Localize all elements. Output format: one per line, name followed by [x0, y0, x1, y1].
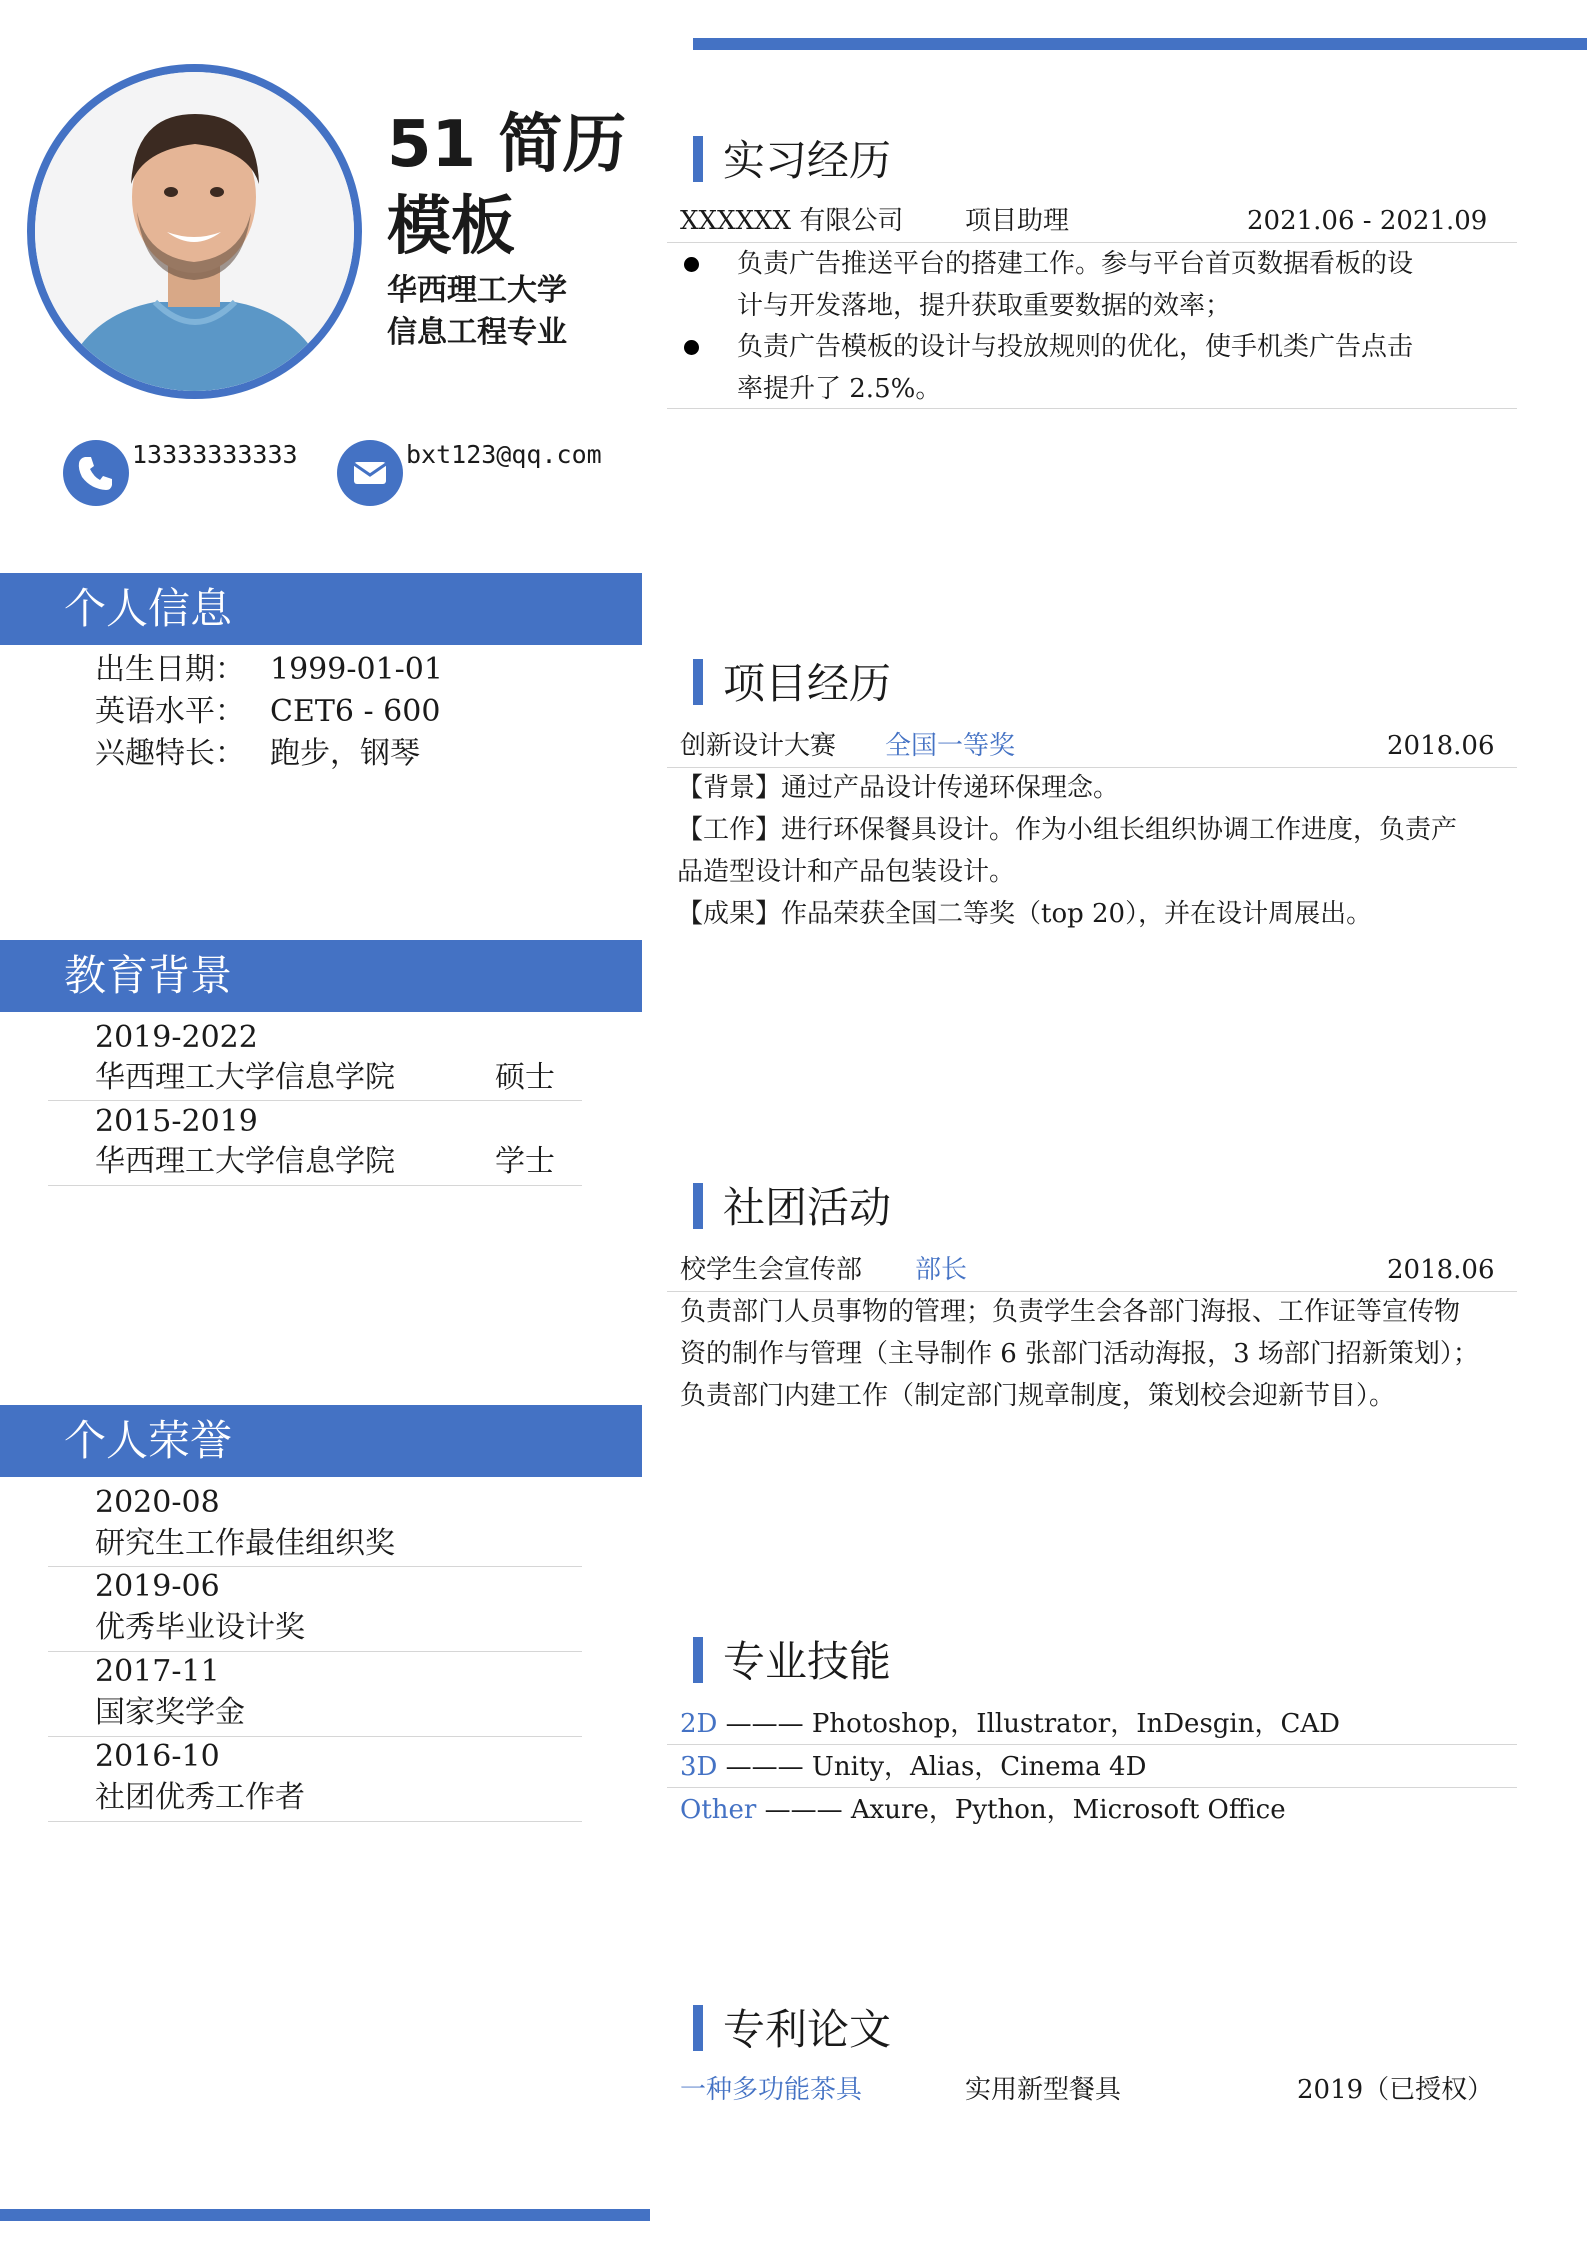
patent-year: 2019（已授权）: [1297, 2075, 1494, 2105]
project-line: 品造型设计和产品包装设计。: [677, 857, 1016, 887]
section-header-personal: 个人信息: [0, 573, 642, 645]
internship-bullet-1-line-1: 负责广告推送平台的搭建工作。参与平台首页数据看板的设: [737, 249, 1414, 279]
skill-value: ——— Unity，Alias，Cinema 4D: [725, 1752, 1147, 1782]
person-portrait-icon: [35, 72, 354, 391]
club-role: 部长: [915, 1255, 968, 1285]
school-info: [387, 270, 567, 354]
skill-row: [680, 1703, 1340, 1745]
skill-value: ——— Axure，Python，Microsoft Office: [764, 1795, 1286, 1825]
skill-label: 3D: [680, 1752, 718, 1782]
info-row: 出生日期： 1999-01-01: [95, 652, 443, 687]
section-marker: [693, 659, 703, 705]
section-marker: [693, 2005, 703, 2051]
club-org: 校学生会宣传部: [680, 1255, 863, 1285]
section-header-club: 社团活动: [723, 1183, 892, 1232]
club-line: 资的制作与管理（主导制作 6 张部门活动海报，3 场部门招新策划）；: [680, 1339, 1479, 1369]
edu-years: 2015-2019: [95, 1104, 258, 1139]
section-header-project: 项目经历: [723, 659, 892, 708]
skill-value: ——— Photoshop，Illustrator，InDesgin，CAD: [725, 1709, 1341, 1739]
project-line: 【背景】通过产品设计传递环保理念。: [677, 773, 1120, 803]
bottom-accent-bar: [0, 2209, 650, 2221]
phone-icon: [63, 440, 129, 506]
section-header-internship: 实习经历: [723, 136, 892, 185]
section-header-honors: 个人荣誉: [0, 1405, 642, 1477]
project-date: 2018.06: [1387, 731, 1495, 761]
honor-name: 研究生工作最佳组织奖: [95, 1526, 395, 1561]
internship-bullet-1-line-2: 计与开发落地，提升获取重要数据的效率；: [737, 291, 1232, 321]
club-date: 2018.06: [1387, 1255, 1495, 1285]
resume-title: [387, 104, 647, 268]
honor-date: 2017-11: [95, 1654, 220, 1689]
profile-photo: [27, 64, 362, 399]
skill-label: 2D: [680, 1709, 718, 1739]
divider: [48, 1821, 582, 1822]
bullet-icon: [684, 340, 699, 355]
name-line-1: 51 简历: [387, 108, 627, 182]
mail-icon: [337, 440, 403, 506]
honor-date: 2019-06: [95, 1569, 220, 1604]
email-address[interactable]: bxt123@qq.com: [406, 440, 602, 469]
info-row: 英语水平： CET6 - 600: [95, 694, 441, 729]
divider: [667, 1744, 1517, 1745]
honor-name: 社团优秀工作者: [95, 1780, 305, 1815]
divider: [48, 1185, 582, 1186]
honor-name: 国家奖学金: [95, 1695, 245, 1730]
divider: [667, 408, 1517, 409]
club-line: 负责部门内建工作（制定部门规章制度，策划校会迎新节目）。: [680, 1381, 1396, 1411]
name-line-2: 模板: [387, 190, 515, 264]
bullet-icon: [684, 257, 699, 272]
edu-degree: 学士: [495, 1144, 555, 1179]
personal-info-list: [95, 649, 443, 775]
project-name: 创新设计大赛: [680, 731, 837, 761]
honor-date: 2016-10: [95, 1739, 220, 1774]
internship-period: 2021.06 - 2021.09: [1247, 206, 1488, 236]
top-accent-bar: [693, 38, 1587, 50]
edu-degree: 硕士: [495, 1060, 555, 1095]
phone-number[interactable]: 13333333333: [132, 440, 298, 469]
edu-years: 2019-2022: [95, 1020, 258, 1055]
internship-bullet-2-line-1: 负责广告模板的设计与投放规则的优化，使手机类广告点击: [737, 332, 1414, 362]
project-line: 【成果】作品荣获全国二等奖（top 20），并在设计周展出。: [677, 899, 1373, 929]
patent-type: 实用新型餐具: [965, 2075, 1122, 2105]
school-name: 华西理工大学: [387, 273, 567, 308]
section-marker: [693, 1183, 703, 1229]
internship-company: XXXXXX 有限公司: [680, 206, 904, 236]
edu-school: 华西理工大学信息学院: [95, 1060, 395, 1095]
section-header-education: 教育背景: [0, 940, 642, 1012]
project-line: 【工作】进行环保餐具设计。作为小组长组织协调工作进度，负责产: [677, 815, 1458, 845]
project-award: 全国一等奖: [885, 731, 1016, 761]
internship-role: 项目助理: [965, 206, 1070, 236]
major-name: 信息工程专业: [387, 315, 567, 350]
edu-school: 华西理工大学信息学院: [95, 1144, 395, 1179]
divider: [667, 1787, 1517, 1788]
section-header-patent: 专利论文: [723, 2005, 892, 2054]
internship-bullet-2-line-2: 率提升了 2.5%。: [737, 374, 942, 404]
skill-row: [680, 1789, 1286, 1831]
skill-row: [680, 1746, 1146, 1788]
patent-name: 一种多功能茶具: [680, 2075, 863, 2105]
section-marker: [693, 136, 703, 182]
section-marker: [693, 1637, 703, 1683]
info-row: 兴趣特长： 跑步，钢琴: [95, 736, 420, 771]
skill-label: Other: [680, 1795, 757, 1825]
honor-name: 优秀毕业设计奖: [95, 1610, 305, 1645]
honor-date: 2020-08: [95, 1485, 220, 1520]
section-header-skills: 专业技能: [723, 1637, 892, 1686]
club-line: 负责部门人员事物的管理；负责学生会各部门海报、工作证等宣传物: [680, 1297, 1461, 1327]
